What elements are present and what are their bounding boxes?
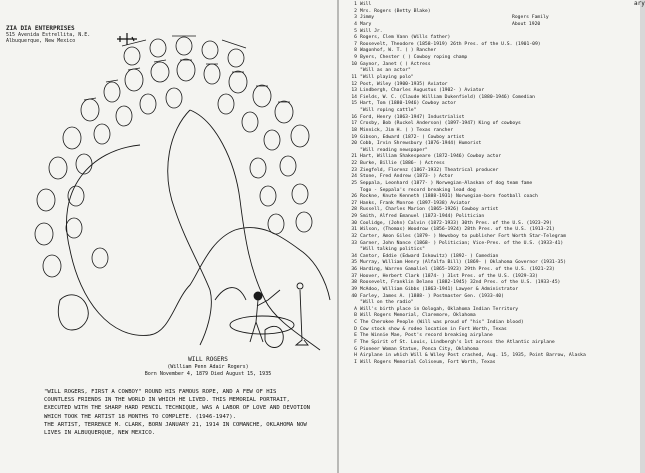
- key-row-number: 11: [351, 74, 357, 80]
- letterhead-company: ZIA DIA ENTERPRISES: [6, 25, 75, 32]
- key-row: [344, 75, 636, 82]
- key-row: [344, 2, 636, 9]
- key-row-text: Mary: [360, 21, 372, 27]
- key-row: [344, 313, 636, 320]
- key-row-number: 40: [351, 293, 357, 299]
- key-row-text: Pioneer Woman Statue, Ponca City, Oklahoma: [360, 346, 479, 352]
- key-row-number: 38: [351, 280, 357, 286]
- key-row: [344, 101, 636, 108]
- key-row-number: 5: [354, 28, 357, 34]
- key-row-text: The Cherokee People (Will was proud of "his" Indian blood): [360, 320, 524, 325]
- key-row-number: 37: [351, 273, 357, 279]
- description-line: COUNTLESS FRIENDS IN THE WORLD IN WHICH HE LIVED. THIS MEMORIAL PORTRAIT,: [44, 397, 290, 404]
- key-row-text: Ford, Henry (1863-1947) Industrialist: [360, 114, 465, 120]
- key-row-note: About 1920: [512, 21, 541, 27]
- key-row-number: 4: [354, 21, 357, 27]
- key-row-number: 14: [351, 94, 357, 100]
- key-row: [344, 234, 636, 241]
- key-row: [344, 260, 636, 267]
- key-row-text: Lindbergh, Charles Augustus (1902- ) Aviator: [360, 88, 485, 94]
- key-row-text: Harding, Warren Gamaliel (1865-1923) 29th Pres. of the U.S. (1921-23): [360, 267, 555, 272]
- key-row-text: "Will playing polo": [360, 74, 414, 80]
- key-row-text: Hart, Tom (1880-1946) Cowboy actor: [360, 101, 456, 107]
- description-line: LIVES IN ALBUQUERQUE, NEW MEXICO.: [44, 430, 156, 437]
- key-row: [344, 353, 636, 360]
- key-row-number: 24: [351, 174, 357, 180]
- key-row-text: Wagonhof, W. T. ( ) Rancher: [360, 48, 437, 54]
- page-fold: [337, 0, 339, 473]
- key-row-number: 26: [351, 194, 357, 200]
- key-row-text: Burke, Billie (1886- ) Actress: [360, 161, 445, 166]
- key-row: [344, 360, 636, 367]
- key-row: [344, 35, 636, 42]
- key-row-number: 2: [354, 8, 357, 14]
- key-row: [344, 340, 636, 347]
- key-row-number: 36: [351, 267, 357, 272]
- key-row: [344, 108, 636, 115]
- key-list: [344, 2, 636, 366]
- key-row: [344, 9, 636, 16]
- key-row: [344, 22, 636, 29]
- key-row: [344, 247, 636, 254]
- key-row-text: Airplane in which Will & Wiley Post crashed, Aug. 15, 1935, Point Barrow, Alaska: [360, 353, 586, 359]
- portrait-caption: [108, 356, 308, 378]
- key-row: [344, 207, 636, 214]
- key-row-number: 32: [351, 233, 357, 239]
- key-row-text: Jimmy: [360, 15, 375, 21]
- key-row: [344, 154, 636, 161]
- letterhead-city: Albuquerque, New Mexico: [6, 38, 76, 44]
- key-row-number: 35: [351, 260, 357, 266]
- key-row-text: "Will as an actor": [360, 68, 411, 74]
- key-row-number: 39: [351, 286, 357, 292]
- key-row-text: Hart, William Shakespeare (1872-1946) Cowboy actor: [360, 154, 502, 160]
- key-row-text: Coolidge, (John) Calvin (1872-1933) 30th Pres. of the U.S. (1923-29): [360, 220, 552, 226]
- key-row-number: 29: [351, 214, 357, 219]
- key-row-text: Rockne, Knute Kenneth (1888-1931) Norwegian-born football coach: [360, 194, 538, 200]
- key-row: [344, 68, 636, 75]
- key-row-number: 13: [351, 88, 357, 94]
- key-row-number: H: [354, 353, 357, 359]
- key-row-text: Gibson, Edward (1872- ) Cowboy artist: [360, 134, 465, 140]
- key-row-number: 28: [351, 207, 357, 213]
- key-row-text: "Will talking politics": [360, 247, 425, 253]
- key-row-text: Cow stock show & rodeo location in Fort Worth, Texas: [360, 326, 507, 332]
- key-row-number: E: [354, 333, 357, 339]
- key-row-number: A: [354, 306, 357, 312]
- key-row-text: Stone, Fred Andrew (1873- ) Actor: [360, 174, 454, 180]
- key-row-number: C: [354, 320, 357, 325]
- key-row: [344, 267, 636, 274]
- key-row-number: 10: [351, 61, 357, 67]
- key-row-text: Togo - Seppala's record breaking lead dog: [360, 187, 476, 193]
- key-row-number: 9: [354, 55, 357, 60]
- key-row-text: Roosevelt, Franklin Delano (1882-1945) 32nd Pres. of the U.S. (1933-45): [360, 280, 561, 286]
- key-row-text: Will's birth place in Oologah, Oklahoma Indian Territory: [360, 306, 519, 312]
- caption-full-name: (William Penn Adair Rogers): [167, 364, 249, 370]
- key-row: [344, 15, 636, 22]
- key-row-text: Crosby, Bob (Ruckel Anderson) (1897-1947) King of cowboys: [360, 121, 521, 127]
- key-panel: [340, 0, 645, 473]
- key-row: [344, 194, 636, 201]
- key-row: [344, 320, 636, 327]
- key-row-text: Will Jr.: [360, 28, 383, 34]
- description-line: WHICH TOOK THE ARTIST 18 MONTHS TO COMPLETE. (1946-1947).: [44, 413, 236, 420]
- key-row-number: 17: [351, 121, 357, 127]
- key-row-text: "Will on the radio": [360, 300, 414, 306]
- key-row-text: Hanks, Frank Monroe (1897-1938) Aviator: [360, 200, 471, 206]
- key-row-number: 6: [354, 35, 357, 41]
- key-row: [344, 300, 636, 307]
- description-line: EXECUTED WITH THE SHARP HARD PENCIL TECHNIQUE, WAS A LABOR OF LOVE AND DEVOTION: [44, 405, 311, 412]
- key-row-text: The Winnie Mae, Post's record breaking airplane: [360, 333, 493, 339]
- key-row-number: 19: [351, 134, 357, 140]
- key-row-number: 16: [351, 114, 357, 120]
- key-row-number: 8: [354, 48, 357, 54]
- key-row-text: Russell, Charles Marion (1865-1926) Cowboy artist: [360, 207, 499, 213]
- key-row-text: Farley, James A. (1888- ) Postmaster Gen. (1933-40): [360, 293, 504, 299]
- key-row: [344, 174, 636, 181]
- key-row-number: 23: [351, 167, 357, 173]
- key-row-text: The Spirit of St. Louis, Lindbergh's 1st across the Atlantic airplane: [360, 339, 555, 345]
- key-row-text: Minnick, Jim H. ( ) Texas rancher: [360, 127, 454, 133]
- key-row-text: Byers, Chester ( ) Cowboy roping champ: [360, 55, 468, 60]
- key-row-number: 18: [351, 127, 357, 133]
- key-row-text: Smith, Alfred Emanuel (1873-1944) Politician: [360, 214, 485, 219]
- key-row-number: 25: [351, 180, 357, 186]
- key-row: [344, 214, 636, 221]
- key-row-number: 1: [354, 2, 357, 7]
- key-row-number: 34: [351, 253, 357, 259]
- key-row-text: Murray, William Henry (Alfalfa Bill) (1869- ) Oklahoma Governor (1931-35): [360, 260, 567, 266]
- key-row: [344, 141, 636, 148]
- key-row-text: Fields, W. C. (Claude William Dukenfield) (1880-1946) Comedian: [360, 94, 535, 100]
- key-row-number: G: [354, 346, 357, 352]
- key-row: [344, 55, 636, 62]
- key-row-text: Hoover, Herbert Clark (1874- ) 31st Pres. of the U.S. (1929-33): [360, 273, 538, 279]
- key-row-text: Roosevelt, Theodore (1858-1919) 26th Pres. of the U.S. (1901-09): [360, 41, 541, 47]
- key-row-number: F: [354, 339, 357, 345]
- key-row-number: 31: [351, 227, 357, 233]
- key-row-note: Rogers Family: [512, 15, 549, 21]
- key-row: [344, 280, 636, 287]
- key-row-text: Will Rogers Memorial Coliseum, Fort Worth, Texas: [360, 359, 496, 365]
- key-row: [344, 161, 636, 168]
- key-row: [344, 121, 636, 128]
- caption-title: WILL ROGERS: [188, 356, 228, 363]
- key-row-text: Ziegfeld, Florenz (1867-1932) Theatrical producer: [360, 167, 499, 173]
- key-row-number: 21: [351, 154, 357, 160]
- key-row-text: Cantor, Eddie (Edward Iskowitz) (1892- ) Comedian: [360, 253, 499, 259]
- key-row: [344, 287, 636, 294]
- key-row: [344, 333, 636, 340]
- key-row-number: B: [354, 313, 357, 319]
- key-row-text: McAdoo, William Gibbs (1863-1941) Lawyer & Administrator: [360, 286, 519, 292]
- description-block: [44, 388, 334, 437]
- key-row-number: 27: [351, 200, 357, 206]
- key-row-number: 20: [351, 141, 357, 147]
- key-row: [344, 227, 636, 234]
- key-row: [344, 128, 636, 135]
- key-row-text: Cobb, Irvin Shrewsbury (1876-1944) Humorist: [360, 141, 482, 147]
- key-row-text: Seppala, Leonhard (1877- ) Norwegian-Alaskan of dog team fame: [360, 180, 533, 186]
- key-row-text: Will Rogers Memorial, Claremore, Oklahoma: [360, 313, 476, 319]
- description-line: THE ARTIST, TERRENCE M. CLARK, BORN JANUARY 21, 1914 IN COMANCHE, OKLAHOMA NOW: [44, 421, 307, 428]
- key-row-number: 30: [351, 220, 357, 226]
- key-row-number: D: [354, 326, 357, 332]
- key-row-text: Will: [360, 2, 372, 7]
- caption-dates: Born November 4, 1879 Died August 15, 1935: [144, 371, 272, 377]
- key-row-number: 3: [354, 15, 357, 21]
- key-row-text: Gaynor, Janet ( ) Actress: [360, 61, 431, 67]
- corner-mark: ary: [634, 0, 645, 7]
- key-row-text: Wilson, (Thomas) Woodrow (1856-1924) 28th Pres. of the U.S. (1913-21): [360, 227, 555, 233]
- key-row-text: Post, Wiley (1900-1935) Aviator: [360, 81, 448, 87]
- letterhead-address: 515 Avenida Estrellita, N.E.: [6, 32, 91, 38]
- description-line: "WILL ROGERS, FIRST A COWBOY" ROUND HIS FAMOUS ROPE, AND A FEW OF HIS: [44, 389, 277, 395]
- key-row: [344, 88, 636, 95]
- key-row-number: 15: [351, 101, 357, 107]
- key-row-number: 12: [351, 81, 357, 87]
- key-row-text: Carter, Amon Giles (1879- ) Newsboy to publisher Fort Worth Star-Telegram: [360, 233, 567, 239]
- key-row-text: "Will roping cattle": [360, 108, 417, 113]
- key-row-number: 22: [351, 161, 357, 166]
- key-row-number: I: [354, 359, 357, 365]
- key-row-number: 7: [354, 41, 357, 47]
- key-row-text: Garner, John Nance (1868- ) Politician; Vice-Pres. of the U.S. (1933-41): [360, 240, 564, 246]
- key-row-text: Mrs. Rogers (Betty Blake): [360, 8, 431, 14]
- key-row-text: "Will reading newspaper": [360, 147, 428, 153]
- key-row: [344, 181, 636, 188]
- key-row: [344, 48, 636, 55]
- key-row-text: Rogers, Clem Vann (Wills father): [360, 35, 451, 41]
- key-row-number: 33: [351, 240, 357, 246]
